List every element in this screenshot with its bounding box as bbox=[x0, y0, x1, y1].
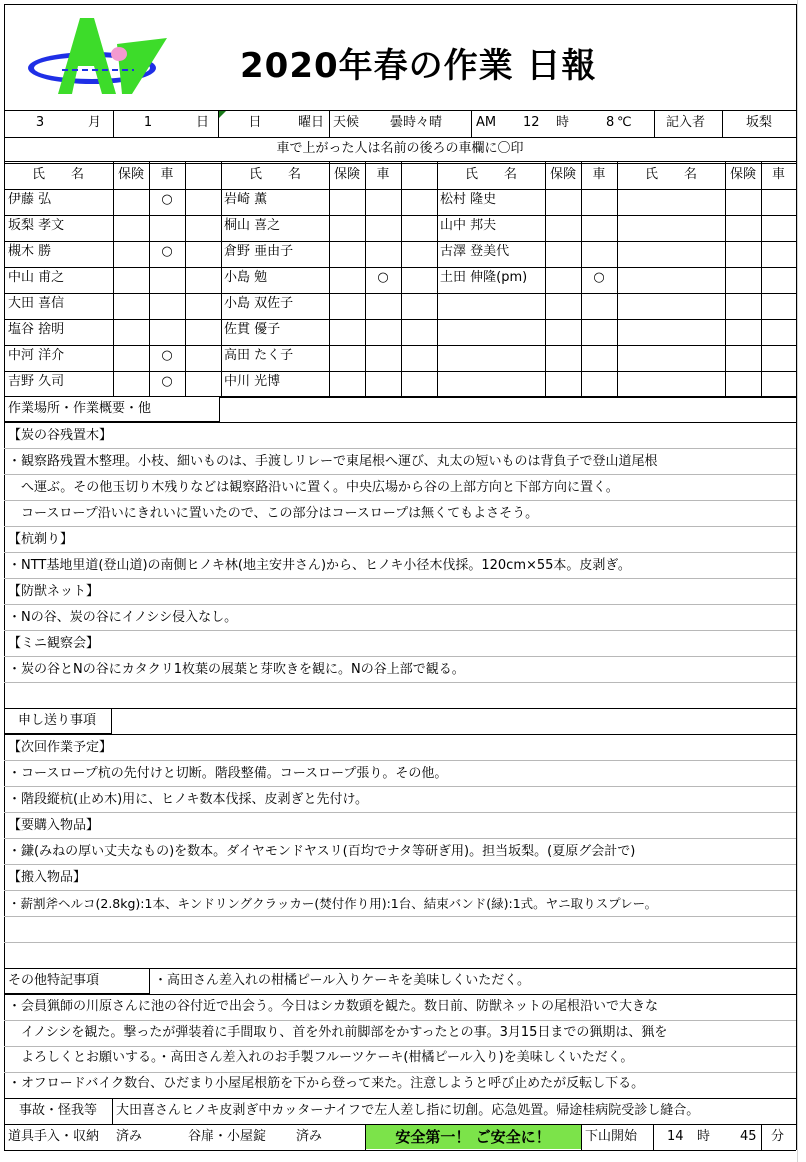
member-name: 大田 喜信 bbox=[8, 296, 65, 311]
row-line bbox=[4, 604, 796, 605]
handover-line: 【次回作業予定】 bbox=[8, 740, 113, 755]
row-line bbox=[4, 448, 796, 449]
grid-line bbox=[437, 161, 438, 397]
work-line: コースロープ沿いにきれいに置いたので、この部分はコースロープは無くてもよさそう。 bbox=[8, 506, 539, 521]
lock-value: 済み bbox=[296, 1129, 323, 1144]
header-car-1: 車 bbox=[160, 167, 174, 182]
row-line bbox=[4, 630, 796, 631]
handover-line: ・コースロープ杭の先付けと切断。階段整備。コースロープ張り。その他。 bbox=[8, 766, 448, 781]
work-line: ・炭の谷とNの谷にカタクリ1枚葉の展葉と芽吹きを観に。Nの谷上部で観る。 bbox=[8, 662, 465, 677]
header-insurance-2: 保険 bbox=[333, 167, 360, 182]
member-name: 高田 たく子 bbox=[224, 348, 294, 363]
descent-minute: 45 bbox=[740, 1129, 757, 1144]
weather-value: 曇時々晴 bbox=[390, 115, 443, 130]
member-name: 中山 甫之 bbox=[8, 270, 65, 285]
special-line: ・会員猟師の川原さんに池の谷付近で出会う。今日はシカ数頭を観た。数日前、防獣ネットの尾根沿いで大きな bbox=[8, 999, 659, 1014]
day-value: 1 bbox=[143, 115, 153, 130]
logo bbox=[22, 14, 172, 98]
member-name: 吉野 久司 bbox=[8, 374, 65, 389]
member-name: 倉野 亜由子 bbox=[224, 244, 294, 259]
row-line bbox=[4, 500, 796, 501]
row-line bbox=[4, 812, 796, 813]
cell-marker-icon bbox=[219, 111, 226, 118]
special-line: イノシシを観た。撃ったが弾装着に手間取り、首を外れ前脚部をかすったとの事。3月15日までの猟期は、猟を bbox=[8, 1025, 668, 1040]
safety-text: 安全第一！ ご安全に！ bbox=[395, 1128, 551, 1146]
special-inline: ・高田さん差入れの柑橘ピール入りケーキを美味しくいただく。 bbox=[154, 973, 530, 988]
member-name: 中川 光博 bbox=[224, 374, 281, 389]
row-line bbox=[4, 890, 796, 891]
member-name: 中河 洋介 bbox=[8, 348, 65, 363]
grid-line bbox=[4, 345, 796, 346]
grid-line bbox=[4, 241, 796, 242]
work-line: 【炭の谷残置木】 bbox=[8, 428, 113, 443]
row-line bbox=[4, 552, 796, 553]
weekday-value: 日 bbox=[248, 115, 262, 130]
special-line: ・オフロードバイク数台、ひだまり小屋尾根筋を下から登って来た。注意しようと呼び止めたが反転し下る。 bbox=[8, 1076, 645, 1091]
member-name: 小島 双佐子 bbox=[224, 296, 294, 311]
row-line bbox=[4, 578, 796, 579]
weekday-label: 曜日 bbox=[298, 115, 325, 130]
header-car-2: 車 bbox=[376, 167, 390, 182]
ampm-value: AM bbox=[476, 115, 497, 130]
header-insurance-4: 保険 bbox=[729, 167, 756, 182]
grid-line bbox=[761, 161, 762, 397]
grid-line bbox=[545, 161, 546, 397]
month-unit: 月 bbox=[88, 115, 102, 130]
work-line: ・Nの谷、炭の谷にイノシシ侵入なし。 bbox=[8, 610, 238, 625]
member-name: 坂梨 孝文 bbox=[8, 218, 65, 233]
row-line bbox=[4, 786, 796, 787]
header-insurance-3: 保険 bbox=[549, 167, 576, 182]
work-line: 【ミニ観察会】 bbox=[8, 636, 100, 651]
handover-line: 【要購入物品】 bbox=[8, 818, 100, 833]
handover-label: 申し送り事項 bbox=[18, 713, 97, 728]
row-line bbox=[4, 682, 796, 683]
work-line: 【防獣ネット】 bbox=[8, 584, 100, 599]
work-line: ・観察路残置木整理。小枝、細いものは、手渡しリレーで東尾根へ運び、丸太の短いものは背負子で登山道尾根 bbox=[8, 454, 658, 469]
handover-line: ・鎌(みねの厚い丈夫なもの)を数本。ダイヤモンドヤスリ(百均でナタ等研ぎ用)。担当坂梨。(夏原グ会計で) bbox=[8, 844, 636, 859]
grid-line bbox=[4, 293, 796, 294]
descent-minute-unit: 分 bbox=[771, 1129, 785, 1144]
descent-label: 下山開始 bbox=[585, 1129, 638, 1144]
grid-line bbox=[725, 161, 726, 397]
header-name-2: 氏 名 bbox=[248, 167, 301, 182]
car-mark: ○ bbox=[161, 374, 173, 389]
handover-line: ・薪割斧ヘルコ(2.8kg):1本、キンドリングクラッカー(焚付作り用):1台、結束バンド(緑):1式。ヤニ取りスプレー。 bbox=[8, 896, 658, 911]
handover-line: 【搬入物品】 bbox=[8, 870, 87, 885]
header-name-1: 氏 名 bbox=[31, 167, 84, 182]
car-note: 車で上がった人は名前の後ろの車欄に〇印 bbox=[276, 141, 524, 156]
member-name: 伊藤 弘 bbox=[8, 192, 52, 207]
special-label: その他特記事項 bbox=[8, 973, 100, 988]
month-value: 3 bbox=[35, 115, 45, 130]
member-name: 山中 邦夫 bbox=[440, 218, 497, 233]
member-name: 塩谷 捨明 bbox=[8, 322, 65, 337]
descent-hour-unit: 時 bbox=[697, 1129, 711, 1144]
member-name: 岩崎 薫 bbox=[224, 192, 268, 207]
member-name: 松村 隆史 bbox=[440, 192, 497, 207]
member-name: 佐貫 優子 bbox=[224, 322, 281, 337]
header-car-4: 車 bbox=[771, 167, 785, 182]
grid-line bbox=[4, 189, 796, 190]
row-line bbox=[4, 526, 796, 527]
grid-line bbox=[221, 161, 222, 397]
grid-line bbox=[617, 161, 618, 397]
grid-line bbox=[4, 371, 796, 372]
special-line: よろしくとお願いする。・高田さん差入れのお手製フルーツケーキ(柑橘ピール入り)を美味しくいただく。 bbox=[8, 1050, 634, 1065]
weather-label: 天候 bbox=[333, 115, 360, 130]
av-logo-icon bbox=[22, 14, 172, 98]
car-mark: ○ bbox=[161, 192, 173, 207]
grid-line bbox=[185, 161, 186, 397]
header-insurance-1: 保険 bbox=[117, 167, 144, 182]
member-name: 桐山 喜之 bbox=[224, 218, 281, 233]
descent-hour: 14 bbox=[667, 1129, 684, 1144]
work-line: 【杭剃り】 bbox=[8, 532, 74, 547]
row-line bbox=[4, 656, 796, 657]
row-line bbox=[4, 864, 796, 865]
temp-unit: ℃ bbox=[617, 115, 632, 130]
row-line bbox=[4, 474, 796, 475]
accident-label: 事故・怪我等 bbox=[18, 1103, 97, 1118]
hour-value: 12 bbox=[523, 115, 540, 130]
grid-line bbox=[113, 161, 114, 397]
row-line bbox=[4, 942, 796, 943]
row-line bbox=[4, 838, 796, 839]
member-name: 槻木 勝 bbox=[8, 244, 52, 259]
header-car-3: 車 bbox=[592, 167, 606, 182]
accident-text: 大田喜さんヒノキ皮剥ぎ中カッターナイフで左人差し指に切創。応急処置。帰途桂病院受診し縫合。 bbox=[116, 1103, 700, 1118]
handover-line: ・階段縦杭(止め木)用に、ヒノキ数本伐採、皮剥ぎと先付け。 bbox=[8, 792, 368, 807]
row-line bbox=[4, 760, 796, 761]
grid-line bbox=[401, 161, 402, 397]
tools-label: 道具手入・収納 bbox=[8, 1129, 100, 1144]
day-unit: 日 bbox=[196, 115, 210, 130]
member-name: 古澤 登美代 bbox=[440, 244, 510, 259]
header-name-4: 氏 名 bbox=[644, 167, 697, 182]
lock-label: 谷扉・小屋錠 bbox=[188, 1129, 267, 1144]
car-mark: ○ bbox=[593, 270, 605, 285]
row-line bbox=[4, 916, 796, 917]
page-title: 2020年春の作業 日報 bbox=[240, 46, 597, 86]
car-mark: ○ bbox=[161, 348, 173, 363]
recorder-label: 記入者 bbox=[666, 115, 706, 130]
work-section-label: 作業場所・作業概要・他 bbox=[8, 401, 152, 416]
car-mark: ○ bbox=[161, 244, 173, 259]
grid-line bbox=[329, 161, 330, 397]
work-line: へ運ぶ。その他玉切り木残りなどは観察路沿いに置く。中央広場から谷の上部方向と下部方向に置く。 bbox=[8, 480, 619, 495]
hour-unit: 時 bbox=[556, 115, 570, 130]
temp-value: 8 bbox=[606, 115, 615, 130]
tools-value: 済み bbox=[116, 1129, 143, 1144]
work-line: ・NTT基地里道(登山道)の南側ヒノキ林(地主安井さん)から、ヒノキ小径木伐採。120cm×55本。皮剥ぎ。 bbox=[8, 558, 631, 573]
header-name-3: 氏 名 bbox=[464, 167, 517, 182]
grid-line bbox=[4, 319, 796, 320]
member-name: 小島 勉 bbox=[224, 270, 268, 285]
member-name: 土田 伸隆(pm) bbox=[440, 270, 528, 285]
grid-line bbox=[4, 215, 796, 216]
recorder-value: 坂梨 bbox=[746, 115, 773, 130]
car-mark: ○ bbox=[377, 270, 389, 285]
